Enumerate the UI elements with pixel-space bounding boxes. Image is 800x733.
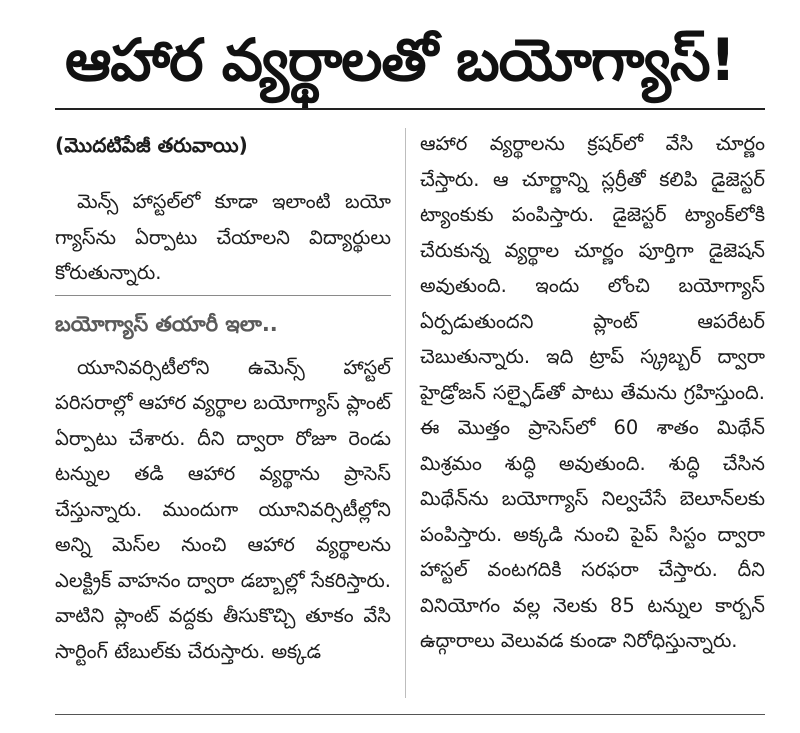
left-paragraph-2: యూనివర్సిటీలోని ఉమెన్స్ హాస్టల్ పరిసరాల్లో ఆహార వ్యర్థాల బయోగ్యాస్ ప్లాంట్ ఏర్పాటు చేశారు. దీని ద్వారా రోజూ రెండు టన్నుల తడి ఆహార వ్యర్థాను ప్రాసెస్ చేస్తున్నారు. ముందుగా యూనివర్సిటీల్లోని అన్ని మెస్‌ల నుంచి ఆహార వ్యర్థాలను ఎలక్ట్రిక్ వాహనం ద్వారా డబ్బాల్లో సేకరిస్తారు. వాటిని ప్లాంట్ వద్దకు తీసుకొచ్చి తూకం వేసి సార్టింగ్ టేబుల్‌కు చేరుస్తారు. అక్కడ bbox=[55, 355, 391, 663]
section-subhead: బయోగ్యాస్ తయారీ ఇలా.. bbox=[55, 311, 278, 336]
left-column bbox=[55, 128, 391, 669]
section-divider bbox=[55, 295, 391, 296]
column-separator bbox=[405, 128, 406, 698]
bottom-rule bbox=[55, 714, 765, 715]
continuation-kicker: (మొదటిపేజీ తరువాయి) bbox=[55, 133, 248, 157]
left-paragraph-1: మెన్స్ హాస్టల్‌లో కూడా ఇలాంటి బయో గ్యాస్‌ను ఏర్పాటు చేయాలని విద్యార్థులు కోరుతున్నారు. bbox=[55, 190, 391, 284]
headline: ఆహార వ్యర్థాలతో బయోగ్యాస్! bbox=[64, 26, 736, 94]
right-column bbox=[420, 126, 765, 659]
headline-rule bbox=[55, 108, 765, 110]
right-paragraph-1: ఆహార వ్యర్థాలను క్రషర్‌లో వేసి చూర్ణం చేస్తారు. ఆ చూర్ణాన్ని స్లర్రీతో కలిపి డైజెస్టర్ ట్యాంకుకు పంపిస్తారు. డైజెస్టర్ ట్యాంక్‌లోకి చేరుకున్న వ్యర్థాల చూర్ణం పూర్తిగా డైజెషన్ అవుతుంది. ఇందు లోంచి బయోగ్యాస్ ఏర్పడుతుందని ప్లాంట్ ఆపరేటర్ చెబుతున్నారు. ఇది ట్రాప్ స్క్రబ్బర్ ద్వారా హైడ్రోజన్ సల్ఫైడ్‌తో పాటు తేమను గ్రహిస్తుంది. ఈ మొత్తం ప్రాసెస్‌లో 60 శాతం మిథేన్ మిశ్రమం శుద్ధి అవుతుంది. శుద్ధి చేసిన మిథేన్‌ను బయోగ్యాస్ నిల్వచేసే బెలూన్‌లకు పంపిస్తారు. అక్కడి నుంచి పైప్ సిస్టం ద్వారా హాస్టల్ వంటగదికి సరఫరా చేస్తారు. దీని వినియోగం వల్ల నెలకు 85 టన్నుల కార్బన్ ఉద్గారాలు వెలువడ కుండా నిరోధిస్తున్నారు. bbox=[420, 132, 765, 652]
